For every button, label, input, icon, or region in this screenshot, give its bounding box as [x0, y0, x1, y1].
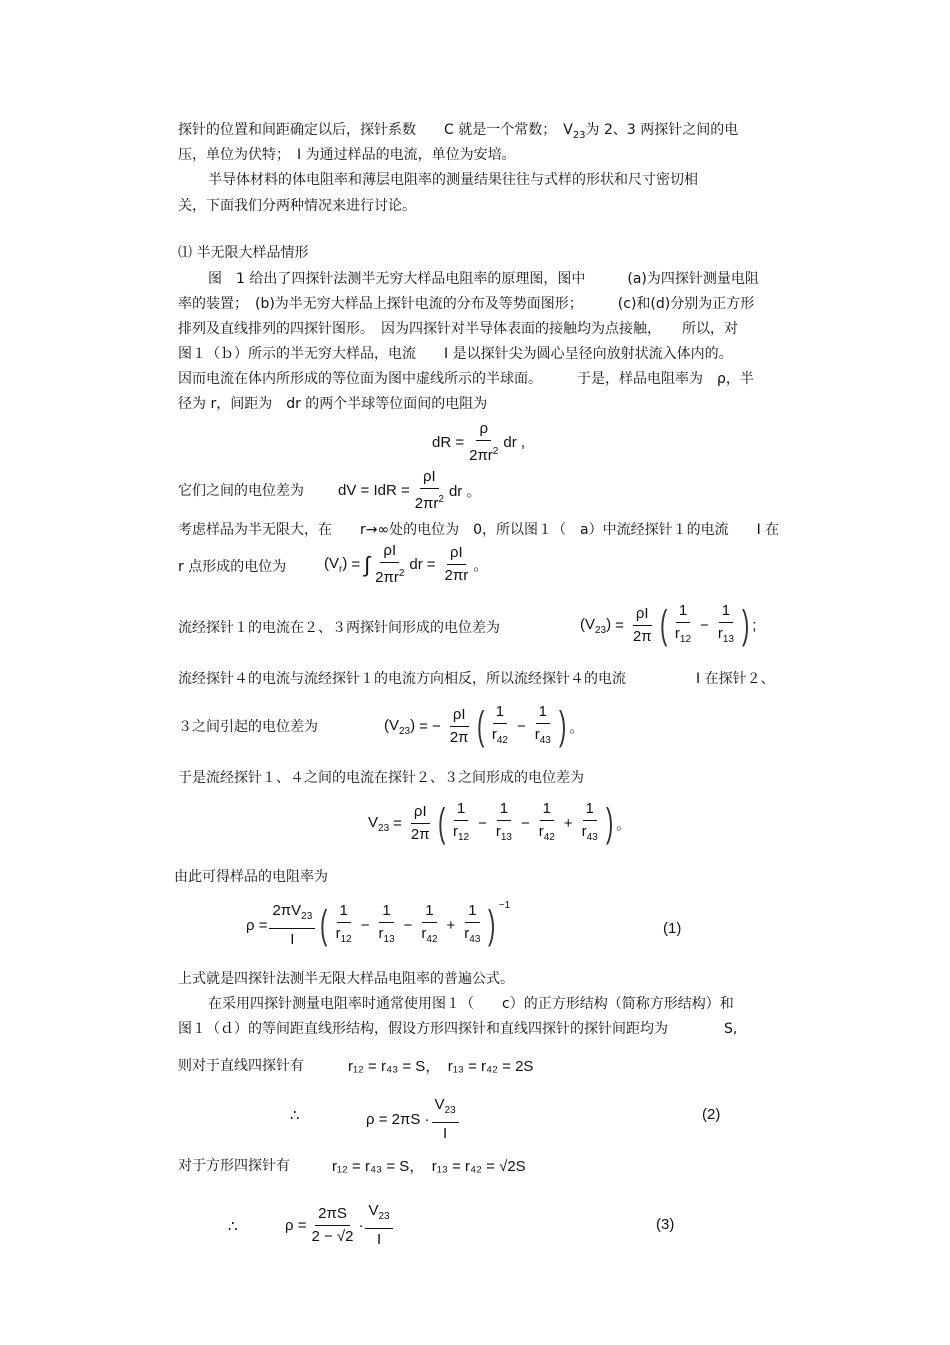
text-line: 考虑样品为半无限大，在 r→∞处的电位为 0，所以图１（ a）中流经探针１的电流 I 在: [178, 522, 780, 538]
text-line: 则对于直线四探针有: [178, 1058, 304, 1074]
therefore-symbol: ∴: [228, 1218, 238, 1235]
equation-dR: dR = $\frac{\rho}{2\pi r^2}$ dr ,: [432, 420, 526, 464]
text-line: 压，单位为伏特； I 为通过样品的电流，单位为安培。: [178, 147, 516, 163]
section-heading: ⑴ 半无限大样品情形: [178, 245, 309, 261]
text-line: 率的装置； (b)为半无穷大样品上探针电流的分布及等势面图形； (c)和(d)分别为正方形: [178, 296, 755, 312]
equation-rho-line: ρ = 2πS · $\frac{V_{23}}{I}$: [366, 1094, 461, 1145]
equation-dV: dV = IdR = $\frac{\rho I}{2\pi r^2}$ dr 。: [338, 468, 482, 512]
text-line: 排列及直线排列的四探针图形。 因为四探针对半导体表面的接触均为点接触， 所以，对: [178, 321, 738, 337]
text-line: 图１（ｄ）的等间距直线形结构，假设方形四探针和直线四探针的探针间距均为 S,: [178, 1021, 738, 1037]
text-line: 关，下面我们分两种情况来进行讨论。: [178, 198, 416, 214]
text-line: r 点形成的电位为: [178, 559, 287, 575]
text-line: 因而电流在体内所形成的等位面为图中虚线所示的半球面。 于是，样品电阻率为 ρ，半: [178, 371, 754, 387]
text-line: 流经探针１的电流在２、３两探针间形成的电位差为: [178, 620, 500, 636]
text-line: 它们之间的电位差为: [178, 483, 304, 499]
text-line: 上式就是四探针法测半无限大样品电阻率的普遍公式。: [178, 971, 514, 987]
equation-Vr: $(V_r)$ = ∫ $\frac{\rho I}{2\pi r^2}$ dr = $\frac{\rho I}{2\pi r}$ 。: [324, 542, 489, 586]
equation-rho-square: ρ = $\frac{2\pi S}{2 - √2}$ · $\frac{V_{23}}{I}$: [285, 1200, 395, 1251]
text-line: 由此可得样品的电阻率为: [174, 869, 328, 885]
text-line: 探针的位置和间距确定以后，探针系数 C 就是一个常数； $V_{23}$为 2、3 两探针之间的电: [178, 122, 739, 141]
equation-number: (2): [702, 1106, 721, 1123]
equation-square-condition: r₁₂ = r₄₃ = S， r₁₃ = r₄₂ = √2S: [332, 1158, 526, 1175]
text-line: 在采用四探针测量电阻率时通常使用图１（ c）的正方形结构（简称方形结构）和: [208, 996, 734, 1012]
text-line: ３之间引起的电位差为: [178, 719, 318, 735]
equation-V23-probe1: $(V_{23})$ = $\frac{\rho I}{2\pi}$ ( $\frac{1}{r_{12}}$ − $\frac{1}{r_{13}}$ ) ;: [580, 602, 757, 647]
equation-number: (1): [663, 920, 682, 937]
therefore-symbol: ∴: [290, 1107, 300, 1124]
text-line: 于是流经探针１、４之间的电流在探针２、３之间形成的电位差为: [178, 770, 584, 786]
equation-line-condition: r₁₂ = r₄₃ = S， r₁₃ = r₄₂ = 2S: [348, 1058, 534, 1075]
equation-rho-general: ρ = $\frac{2\pi V_{23}}{I}$ ( $\frac{1}{r_{12}}$ − $\frac{1}{r_{13}}$ − $\frac{1}{r_{42}}$ + $\frac{1}{r_{43}}$ ) $^{-1}$: [246, 900, 511, 948]
equation-V23-total: $V_{23}$ = $\frac{\rho I}{2\pi}$ ( $\frac{1}{r_{12}}$ − $\frac{1}{r_{13}}$ − $\frac{1}{r_{42}}$ + $\frac{1}{r_{43}}$ ) 。: [368, 800, 632, 845]
text-line: 径为 r，间距为 dr 的两个半球等位面间的电阻为: [178, 396, 488, 412]
text-line: 流经探针４的电流与流经探针１的电流方向相反，所以流经探针４的电流 I 在探针２、: [178, 671, 775, 687]
equation-V23-probe4: $(V_{23})$ = − $\frac{\rho I}{2\pi}$ ( $\frac{1}{r_{42}}$ − $\frac{1}{r_{43}}$ ) 。: [384, 703, 585, 748]
text-line: 图１（ｂ）所示的半无穷大样品，电流 I 是以探针尖为圆心呈径向放射状流入体内的。: [178, 346, 733, 362]
text-line: 图 1 给出了四探针法测半无穷大样品电阻率的原理图，图中 (a)为四探针测量电阻: [208, 271, 759, 287]
equation-number: (3): [656, 1216, 675, 1233]
text-line: 对于方形四探针有: [178, 1158, 290, 1174]
text-line: 半导体材料的体电阻率和薄层电阻率的测量结果往往与式样的形状和尺寸密切相: [208, 172, 698, 188]
